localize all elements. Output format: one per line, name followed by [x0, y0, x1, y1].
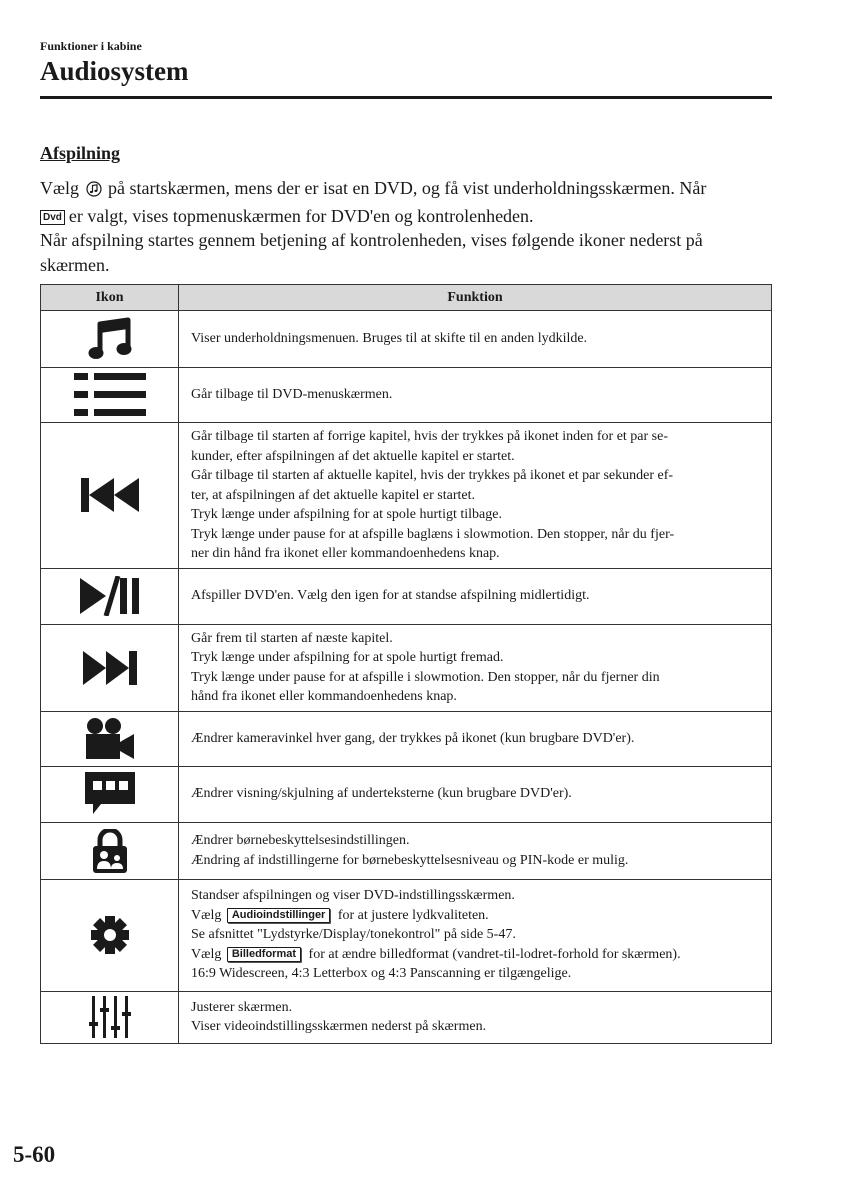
function-description: Går tilbage til DVD-menuskærmen. [179, 368, 772, 423]
intro-text: Vælg [40, 178, 80, 198]
table-row [41, 311, 772, 368]
gear-icon [90, 915, 130, 955]
function-description: Ændrer visning/skjulning af underteksterne (kun brugbare DVD'er). [179, 766, 772, 822]
list-menu-icon [74, 373, 146, 417]
function-description: Standser afspilningen og viser DVD-indstillingsskærmen. Vælg Audioindstillinger for at justere lydkvaliteten. Se afsnittet "Lydstyrke/Display/tonekontrol" på side 5-47. Vælg Billedformat for at ændre billedformat (vandret-til-lodret-forhold for skærmen). 16:9 Widescreen, 4:3 Letterbox og 4:3 Panscanning er tilgængelige. [179, 879, 772, 991]
page-title: Audiosystem [40, 56, 189, 86]
function-description: Går frem til starten af næste kapitel. Tryk længe under afspilning for at spole hurtigt fremad. Tryk længe under pause for at afspille i slowmotion. Den stopper, når du fjerner din hånd fra ikonet eller kommandoenhedens knap. [179, 624, 772, 711]
intro-text: skærmen. [40, 254, 110, 275]
equalizer-sliders-icon [89, 996, 131, 1038]
music-note-icon [88, 316, 132, 362]
skip-back-icon [81, 478, 139, 512]
page-number: 5-60 [13, 1142, 56, 1167]
table-row [41, 624, 772, 711]
intro-text: er valgt, vises topmenuskærmen for DVD'en og kontrolenheden. [68, 205, 534, 226]
table-row [41, 568, 772, 624]
table-row [41, 822, 772, 879]
table-row [41, 711, 772, 766]
function-description: Går tilbage til starten af forrige kapitel, hvis der trykkes på ikonet inden for et par se- kunder, efter afspilningen af det aktuelle kapitel er startet. Går tilbage til starten af aktuelle kapitel, hvis der trykkes på ikonet et par sekunder ef- ter, at afspilningen af det aktuelle kapitel er startet. Tryk længe under afspilning for at spole hurtigt tilbage. Tryk længe under pause for at afspille baglæns i slowmotion. Den stopper, når du fjer- ner din hånd fra ikonet eller kommandoenhedens knap. [179, 423, 772, 569]
table-row [41, 423, 772, 569]
table-row [41, 991, 772, 1043]
subheading: Afspilning [40, 143, 121, 163]
function-description: Justerer skærmen. Viser videoindstillingsskærmen nederst på skærmen. [179, 991, 772, 1043]
intro-text: Når afspilning startes gennem betjening af kontrolenheden, vises følgende ikoner nederst på [40, 230, 703, 250]
title-divider [40, 96, 772, 99]
icon-function-table [40, 284, 772, 1044]
section-label: Funktioner i kabine [40, 39, 142, 53]
subtitle-icon [85, 772, 135, 816]
intro-text: på startskærmen, mens der er isat en DVD, og få vist underholdningsskærmen. Når [108, 178, 707, 198]
billedformat-key: Billedformat [227, 947, 301, 962]
intro-paragraph [40, 176, 775, 277]
column-header-icon: Ikon [41, 285, 179, 311]
skip-forward-icon [83, 651, 137, 685]
column-header-function: Funktion [179, 285, 772, 311]
function-description: Afspiller DVD'en. Vælg den igen for at standse afspilning midlertidigt. [179, 568, 772, 624]
function-description: Ændrer kameravinkel hver gang, der trykkes på ikonet (kun brugbare DVD'er). [179, 711, 772, 766]
play-pause-icon [80, 576, 140, 616]
entertainment-music-icon [86, 179, 102, 204]
parental-lock-icon [92, 829, 128, 873]
table-row [41, 766, 772, 822]
audioindstillinger-key: Audioindstillinger [227, 908, 331, 923]
function-description: Viser underholdningsmenuen. Bruges til at skifte til en anden lydkilde. [179, 311, 772, 368]
table-row [41, 368, 772, 423]
table-row [41, 879, 772, 991]
video-camera-icon [84, 717, 136, 761]
function-description: Ændrer børnebeskyttelsesindstillingen. Ændring af indstillingerne for børnebeskyttelsesniveau og PIN-kode er mulig. [179, 822, 772, 879]
dvd-key-icon: Dvd [40, 210, 65, 225]
